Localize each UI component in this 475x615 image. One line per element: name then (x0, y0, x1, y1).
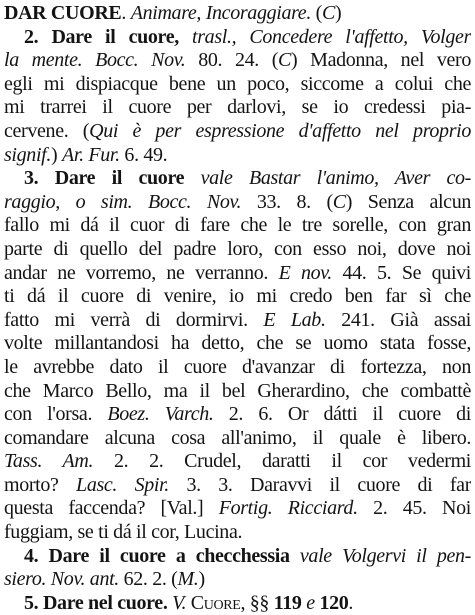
italic-text: E nov. (278, 261, 332, 284)
text-line (4, 309, 471, 333)
text-line (4, 427, 471, 451)
italic-text: Concedere l'affetto, Volger (249, 25, 471, 48)
italic-text: signif. (4, 143, 52, 166)
text-line (4, 285, 471, 309)
text-segment: 6. 49. (119, 143, 168, 166)
italic-text: M. (177, 568, 199, 591)
italic-text: siero. Nov. ant. (4, 568, 119, 591)
italic-text: la mente. Bocc. Nov. (4, 49, 186, 72)
text-segment: 3. 3. Daravvi il cuore di far (168, 473, 471, 496)
text-line (4, 167, 471, 191)
text-segment: ) Senza alcun (345, 190, 471, 213)
italic-text: E Lab. (263, 308, 326, 331)
text-segment: egli mi dispiacque bene un poco, siccome a colui che (4, 72, 471, 95)
italic-text: Animare, Incoraggiare. (130, 2, 311, 24)
text-segment: con l'orsa. (4, 403, 108, 426)
text-segment: ) (198, 568, 205, 591)
bold-text: 120 (319, 591, 349, 614)
text-segment: fallo mi dá il cuor di fare che le tre sorelle, con gran (4, 214, 471, 237)
text-segment: cervene. ( (4, 119, 90, 142)
text-segment: ti dá il cuore di venire, io mi credo ben far sì che (4, 285, 471, 308)
italic-text: Qui è per espressione d'affetto nel proprio (89, 119, 471, 142)
bold-text: 5. Dare nel cuore. (24, 591, 168, 614)
text-segment: comandare alcuna cosa all'animo, il quale è libero. (4, 426, 471, 449)
text-segment: ( (310, 2, 322, 24)
text-segment: mi trarrei il cuore per darlovi, se io credessi pia- (4, 96, 471, 119)
text-line (4, 73, 471, 97)
text-segment: morto? (4, 473, 77, 496)
text-segment: ) (51, 143, 62, 166)
italic-text: C (321, 2, 335, 24)
text-segment: ) Madonna, nel vero (291, 49, 471, 72)
text-line (4, 120, 471, 144)
text-line (4, 403, 471, 427)
text-line (4, 521, 471, 545)
italic-text: e (306, 591, 315, 614)
text-line (4, 2, 471, 26)
text-segment: andar ne vorremo, ne verranno. (4, 261, 279, 284)
text-line (4, 568, 471, 592)
italic-text: Boez. Varch. (107, 403, 214, 426)
text-segment (179, 26, 192, 48)
text-segment: . (121, 2, 131, 24)
text-line (4, 450, 471, 474)
text-line (4, 474, 471, 498)
text-segment: 2. 45. Noi (357, 497, 471, 520)
italic-text: trasl., (192, 25, 237, 48)
text-line (4, 545, 471, 569)
italic-text: C (278, 49, 292, 72)
text-segment: le avrebbe dato il cuore d'avanzar di fortezza, non (4, 355, 471, 378)
text-segment: . (348, 591, 354, 614)
text-segment: 2. 6. Or dátti il cuore di (213, 403, 471, 426)
text-segment: 62. 2. ( (118, 568, 178, 591)
text-segment: fatto mi verrà di dormirvi. (4, 308, 264, 331)
text-segment: 241. Già assai (325, 308, 471, 331)
text-segment: 2. 2. Crudel, daratti il cor vedermi (93, 450, 471, 473)
italic-text: Fortig. Ricciard. (218, 497, 358, 520)
text-segment: ) (334, 2, 342, 24)
bold-text: 4. Dare il cuore a checchessia (24, 544, 290, 567)
bold-text: 3. Dare il cuore (24, 167, 185, 190)
smallcaps-text: Cuore (190, 591, 241, 614)
italic-text: Tass. Am. (4, 450, 94, 473)
text-line (4, 262, 471, 286)
italic-text: vale Bastar l'animo, Aver co- (200, 167, 471, 190)
text-line (4, 238, 471, 262)
text-segment: , §§ (240, 591, 274, 614)
italic-text: C (332, 190, 346, 213)
text-segment (236, 26, 249, 48)
italic-text: Ar. Fur. (61, 143, 120, 166)
text-segment: fuggiam, se ti dá il cor, Lucina. (4, 521, 243, 544)
bold-text: DAR CUORE (4, 2, 122, 24)
text-line (4, 380, 471, 404)
text-line (4, 144, 471, 168)
text-segment: che Marco Bello, ma il bel Gherardino, che combattè (4, 379, 471, 402)
text-line (4, 96, 471, 120)
text-segment: 33. 8. ( (241, 190, 333, 213)
italic-text: Lasc. Spir. (76, 473, 169, 496)
italic-text: raggio, o sim. Bocc. Nov. (4, 190, 242, 213)
text-line (4, 26, 471, 50)
text-segment: questa faccenda? [Val.] (4, 497, 219, 520)
text-line (4, 592, 471, 615)
text-segment: volte millantandosi ha detto, che se uomo stata fosse, (4, 332, 471, 355)
text-segment (290, 545, 300, 567)
text-segment: 80. 24. ( (185, 49, 279, 72)
text-line (4, 49, 471, 73)
text-segment (184, 167, 200, 189)
bold-text: 119 (273, 591, 302, 614)
italic-text: V. (172, 591, 187, 614)
text-line (4, 332, 471, 356)
bold-text: 2. Dare il cuore, (24, 25, 179, 48)
italic-text: vale Volgervi il pen- (299, 544, 471, 567)
text-line (4, 356, 471, 380)
text-segment: 44. 5. Se quivi (331, 261, 471, 284)
text-line (4, 214, 471, 238)
text-line (4, 497, 471, 521)
text-line (4, 191, 471, 215)
text-segment: parte di quello del padre loro, con esso noi, dove noi (4, 237, 471, 260)
